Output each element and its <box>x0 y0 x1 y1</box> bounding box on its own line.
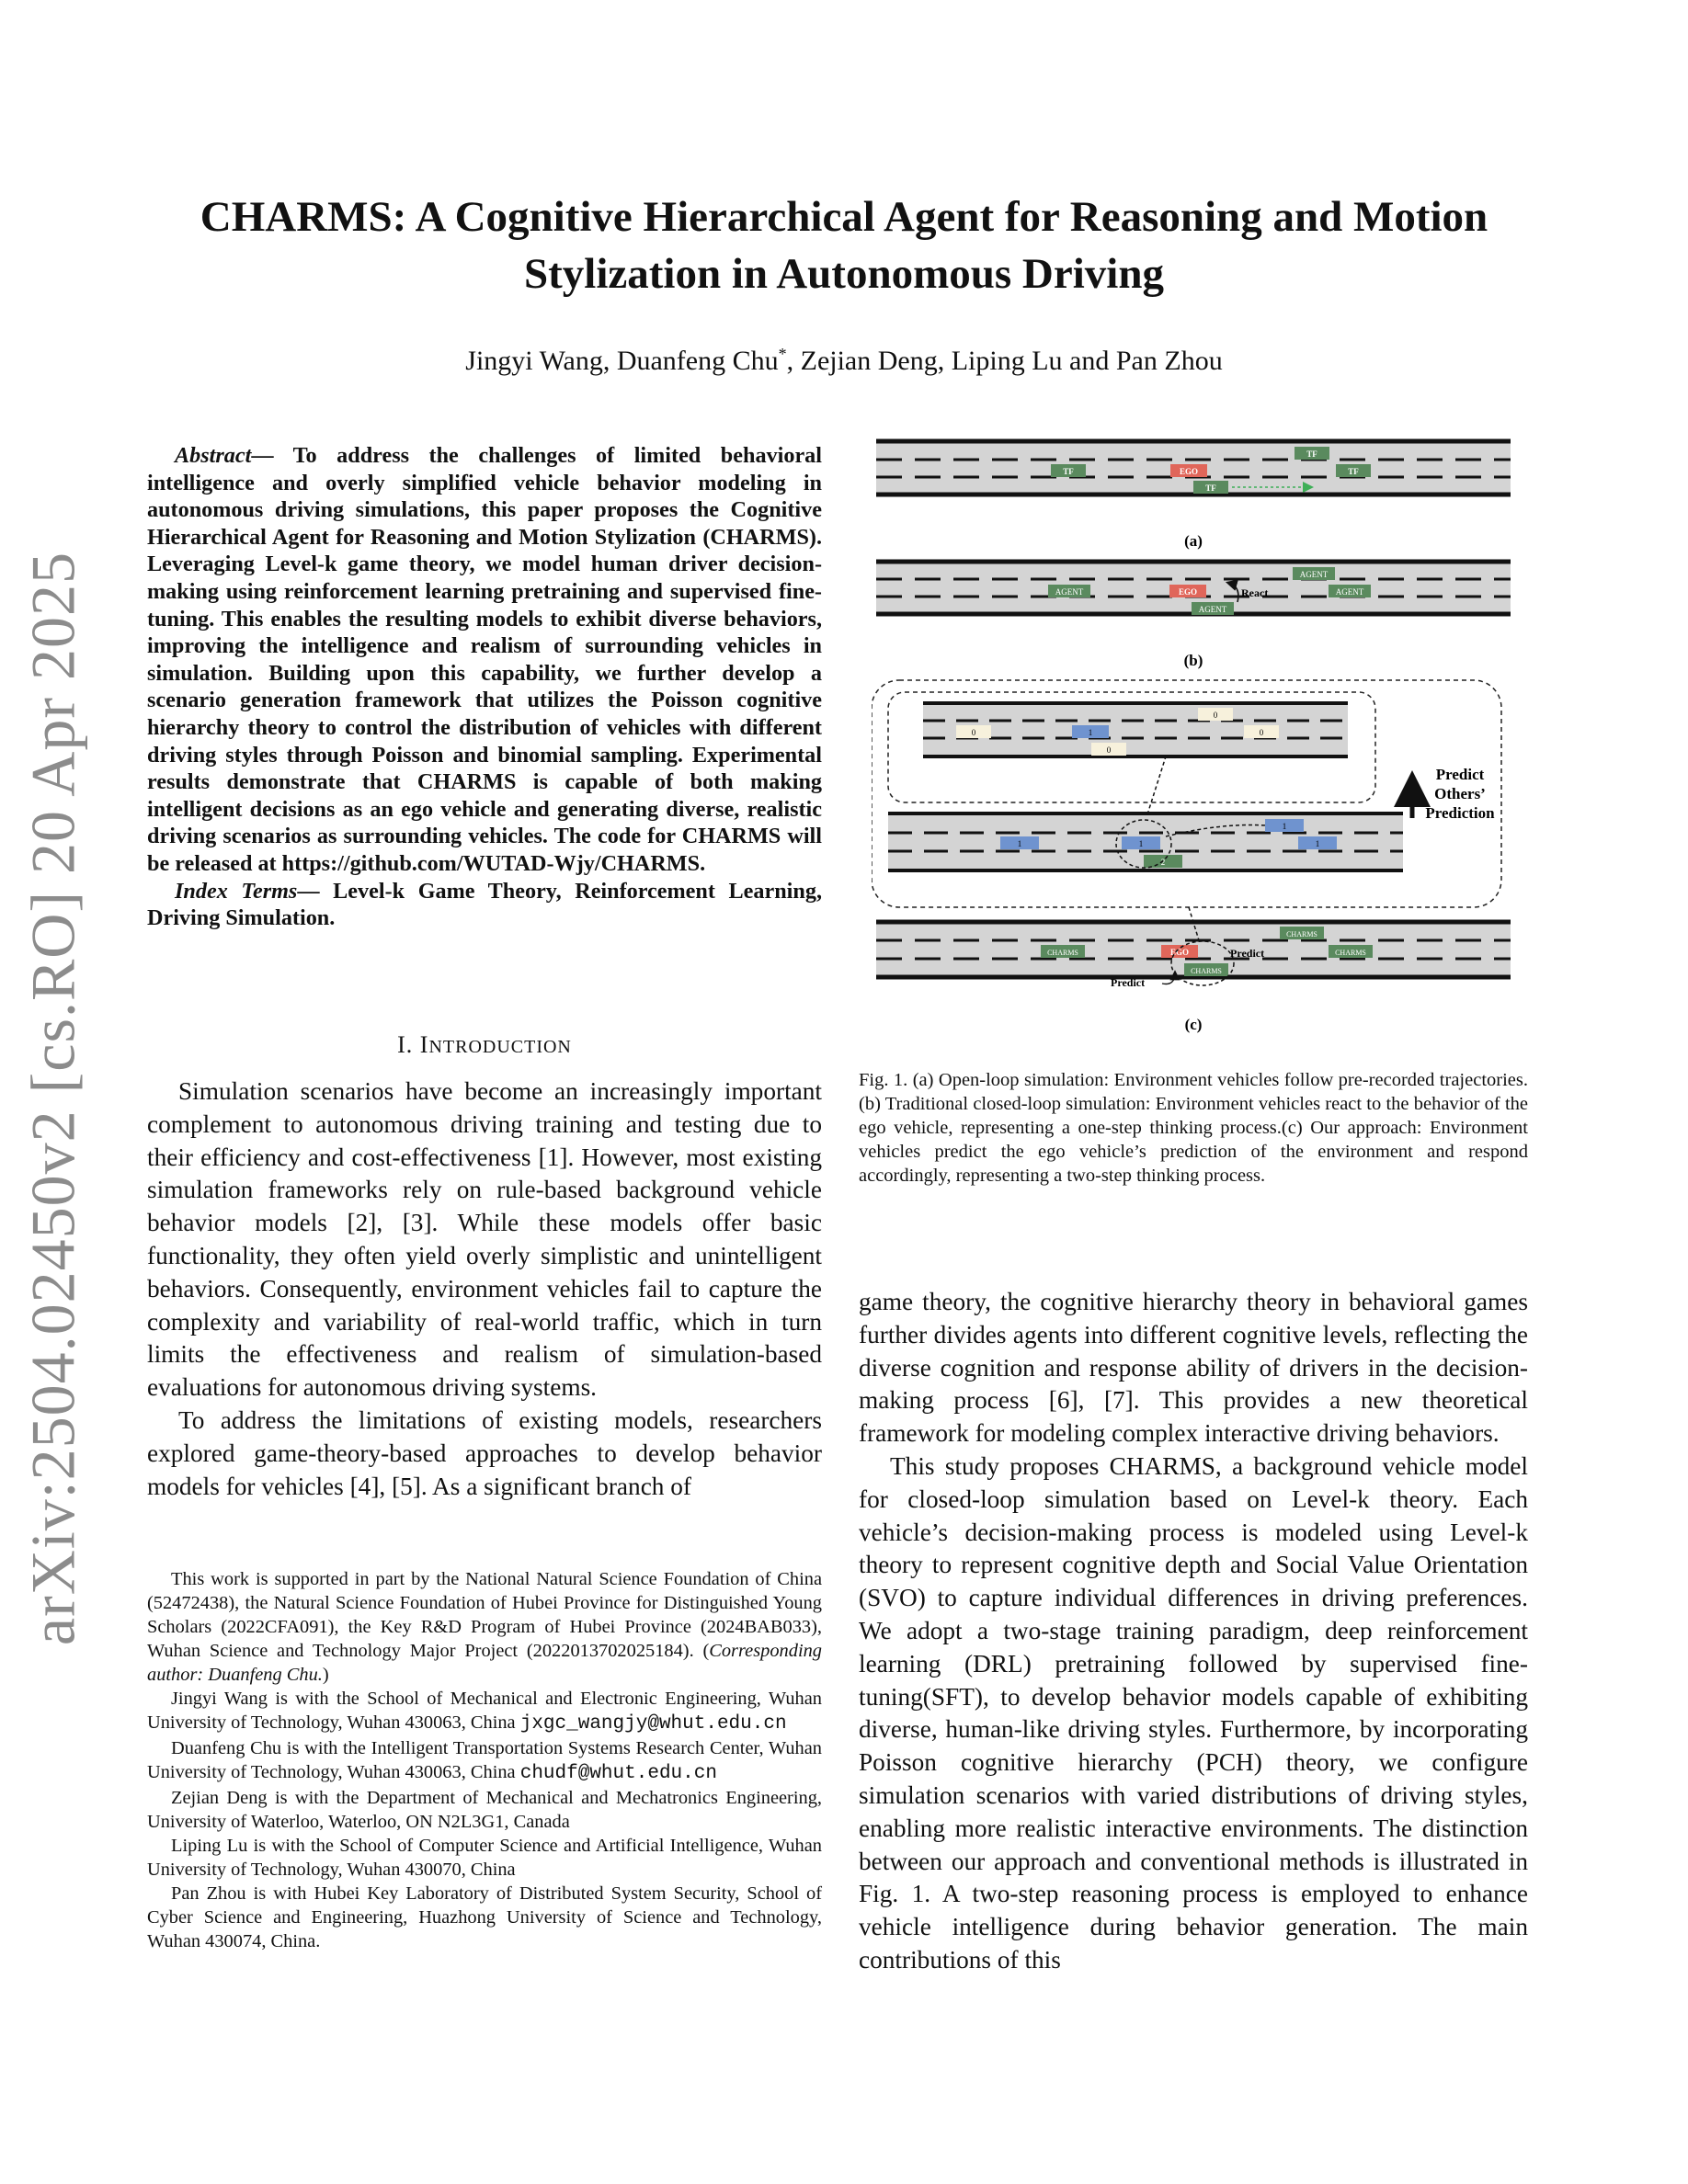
road-b <box>876 562 1511 615</box>
footnotes <box>147 1567 822 1953</box>
panel-label-a: (a) <box>1184 532 1203 550</box>
vehicle-label: AGENT <box>1055 587 1084 597</box>
section-heading: I. INTRODUCTION <box>397 1031 572 1058</box>
vehicle-label: 0 <box>1213 711 1218 720</box>
abstract <box>147 442 822 932</box>
email-chu[interactable]: chudf@whut.edu.cn <box>519 1763 717 1784</box>
abstract-text: — To address the challenges of limited behavioral intelligence and overly simplified vehicle behavior modeling in autonomous driving simulations, this paper proposes the Cognitive Hierarchical Agent for Reasoning and Motion Stylization (CHARMS). Leveraging Level-k game theory, we model human driver decision-making using reinforcement learning pretraining and supervised fine-tuning. This enables the resulting models to exhibit diverse behaviors, improving the intelligence and realism of surrounding vehicles in simulation. Building upon this capability, we further develop a scenario generation framework that utilizes the Poisson cognitive hierarchy theory to control the distribution of vehicles with different driving styles through Poisson and binomial sampling. Experimental results demonstrate that CHARMS is capable of both making intelligent decisions as an ego vehicle and generating diverse, realistic driving scenarios as surrounding vehicles. The code for CHARMS will be released at https://github.com/WUTAD-Wjy/CHARMS. <box>147 443 822 876</box>
corresponding-mark: * <box>778 345 787 363</box>
vehicle-label: 1 <box>1088 728 1093 737</box>
paper-title: CHARMS: A Cognitive Hierarchical Agent for Reasoning and Motion Stylization in Autonomous Driving <box>200 193 1488 298</box>
vehicle-label: TF <box>1205 483 1216 493</box>
predict-others-label: Predict <box>1435 766 1485 783</box>
footnote-lu: Liping Lu is with the School of Computer Science and Artificial Intelligence, Wuhan University of Technology, Wuhan 430070, China <box>147 1836 822 1880</box>
vehicle-label: AGENT <box>1335 587 1364 597</box>
vehicle-label: TF <box>1348 467 1359 476</box>
vehicle-label: 1 <box>1315 839 1320 848</box>
vehicle-label: 1 <box>1138 839 1144 848</box>
vehicle-label: 0 <box>1106 745 1112 755</box>
author-list <box>110 345 1578 377</box>
footnote-chu: Duanfeng Chu is with the Intelligent Transportation Systems Research Center, Wuhan University of Technology, Wuhan 430063, China chudf@whut.edu.cn <box>147 1738 822 1784</box>
vehicle-label: EGO <box>1179 467 1199 476</box>
index-terms-label: Index Terms <box>175 878 298 904</box>
panel-label-b: (b) <box>1183 652 1203 669</box>
paragraph: To address the limitations of existing models, researchers explored game-theory-based approaches to develop behavior models for vehicles [4], [5]. As a significant branch of <box>147 1405 822 1500</box>
vehicle-label: CHARMS <box>1335 949 1366 957</box>
vehicle-label: 1 <box>1282 822 1287 831</box>
footnote-wang: Jingyi Wang is with the School of Mechanical and Electronic Engineering, Wuhan University of Technology, Wuhan 430063, China jxgc_wangjy@whut.edu.cn <box>147 1689 822 1735</box>
predict-label: Predict <box>1230 947 1265 960</box>
figure-1 <box>872 432 1515 1039</box>
paragraph: game theory, the cognitive hierarchy theory in behavioral games further divides agents into different cognitive levels, reflecting the diverse cognition and response ability of drivers in the decision-making process [6], [7]. This provides a new theoretical framework for modeling complex interactive driving behaviors. <box>859 1288 1528 1448</box>
vehicle-label: 1 <box>1017 839 1022 848</box>
road-level0 <box>923 703 1348 756</box>
vehicle-label: CHARMS <box>1191 967 1222 975</box>
footnote-zhou: Pan Zhou is with Hubei Key Laboratory of Distributed System Security, School of Cyber Science and Engineering, Huazhong University of Science and Technology, Wuhan 430074, China. <box>147 1883 822 1951</box>
react-label: React <box>1241 586 1269 599</box>
vehicle-label: AGENT <box>1198 605 1227 614</box>
vehicle-label: TF <box>1306 449 1317 459</box>
figure-caption: Fig. 1. (a) Open-loop simulation: Environment vehicles follow pre-recorded trajectories.(b) Traditional closed-loop simulation: Environment vehicles react to the behavior of the ego vehicle, representing a one-step thinking process.(c) Our approach: Environment vehicles predict the ego vehicle’s prediction of the environment and respond accordingly, representing a two-step thinking process. <box>859 1070 1528 1186</box>
authors-part: , Zejian Deng, Liping Lu and Pan Zhou <box>786 346 1223 376</box>
predict-others-label: Prediction <box>1425 804 1495 822</box>
vehicle-label: CHARMS <box>1047 949 1078 957</box>
authors-part: Jingyi Wang, Duanfeng Chu <box>465 346 779 376</box>
footnote-deng: Zejian Deng is with the Department of Mechanical and Mechatronics Engineering, University of Waterloo, Waterloo, ON N2L3G1, Canada <box>147 1788 822 1832</box>
road-a <box>876 441 1511 495</box>
vehicle-label: 0 <box>1259 728 1264 737</box>
index-terms-text: — Level-k Game Theory, Reinforcement Learning, Driving Simulation. <box>147 878 822 931</box>
vehicle-label: 2 <box>1160 858 1166 867</box>
paragraph: Simulation scenarios have become an increasingly important complement to autonomous driving training and testing due to their efficiency and cost-effectiveness [1]. However, most existing simulation frameworks rely on rule-based background vehicle behavior models [2], [3]. While these models offer basic functionality, they often yield overly simplistic and unintelligent behaviors. Consequently, environment vehicles fail to capture the complexity and variability of real-world traffic, which in turn limits the effectiveness and realism of simulation-based evaluations for autonomous driving systems. <box>147 1077 822 1402</box>
abstract-label: Abstract <box>175 443 252 468</box>
vehicle-label: AGENT <box>1299 570 1329 579</box>
vehicle-label: 0 <box>971 728 976 737</box>
road-level1 <box>888 756 1403 870</box>
right-column-text <box>859 1286 1528 1977</box>
intro-text <box>147 1075 822 1503</box>
email-wang[interactable]: jxgc_wangjy@whut.edu.cn <box>519 1713 787 1735</box>
footnote-funding: This work is supported in part by the National Natural Science Foundation of China (52472438), the Natural Science Foundation of Hubei Province for Distinguished Young Scholars (2022CFA091), the Key R&D Program of Hubei Province (2024BAB033), Wuhan Science and Technology Major Project (2022013702025184). (Corresponding author: Duanfeng Chu.) <box>147 1569 822 1685</box>
vehicle-label: EGO <box>1169 948 1190 957</box>
panel-label-c: (c) <box>1184 1016 1203 1033</box>
road-c <box>876 907 1511 989</box>
vehicle-label: EGO <box>1178 587 1198 597</box>
paragraph: This study proposes CHARMS, a background vehicle model for closed-loop simulation based on Level-k theory. Each vehicle’s decision-making process is modeled using Level-k theory to represent cognitive depth and Social Value Orientation (SVO) to capture individual differences in driving preferences. We adopt a two-stage training paradigm, deep reinforcement learning (DRL) pretraining followed by supervised fine-tuning(SFT), to develop behavior models capable of exhibiting diverse, human-like driving styles. Furthermore, by incorporating Poisson cognitive hierarchy (PCH) theory, we configure simulation scenarios with varied distributions of driving styles, enabling more realistic interactive environments. The distinction between our approach and conventional methods is illustrated in Fig. 1. A two-step reasoning process is employed to enhance vehicle intelligence during behavior generation. The main contributions of this <box>859 1451 1528 1974</box>
predict-others-label: Others’ <box>1434 785 1486 802</box>
predict-label: Predict <box>1111 976 1146 989</box>
vehicle-label: TF <box>1063 467 1074 476</box>
vehicle-label: CHARMS <box>1286 930 1317 938</box>
